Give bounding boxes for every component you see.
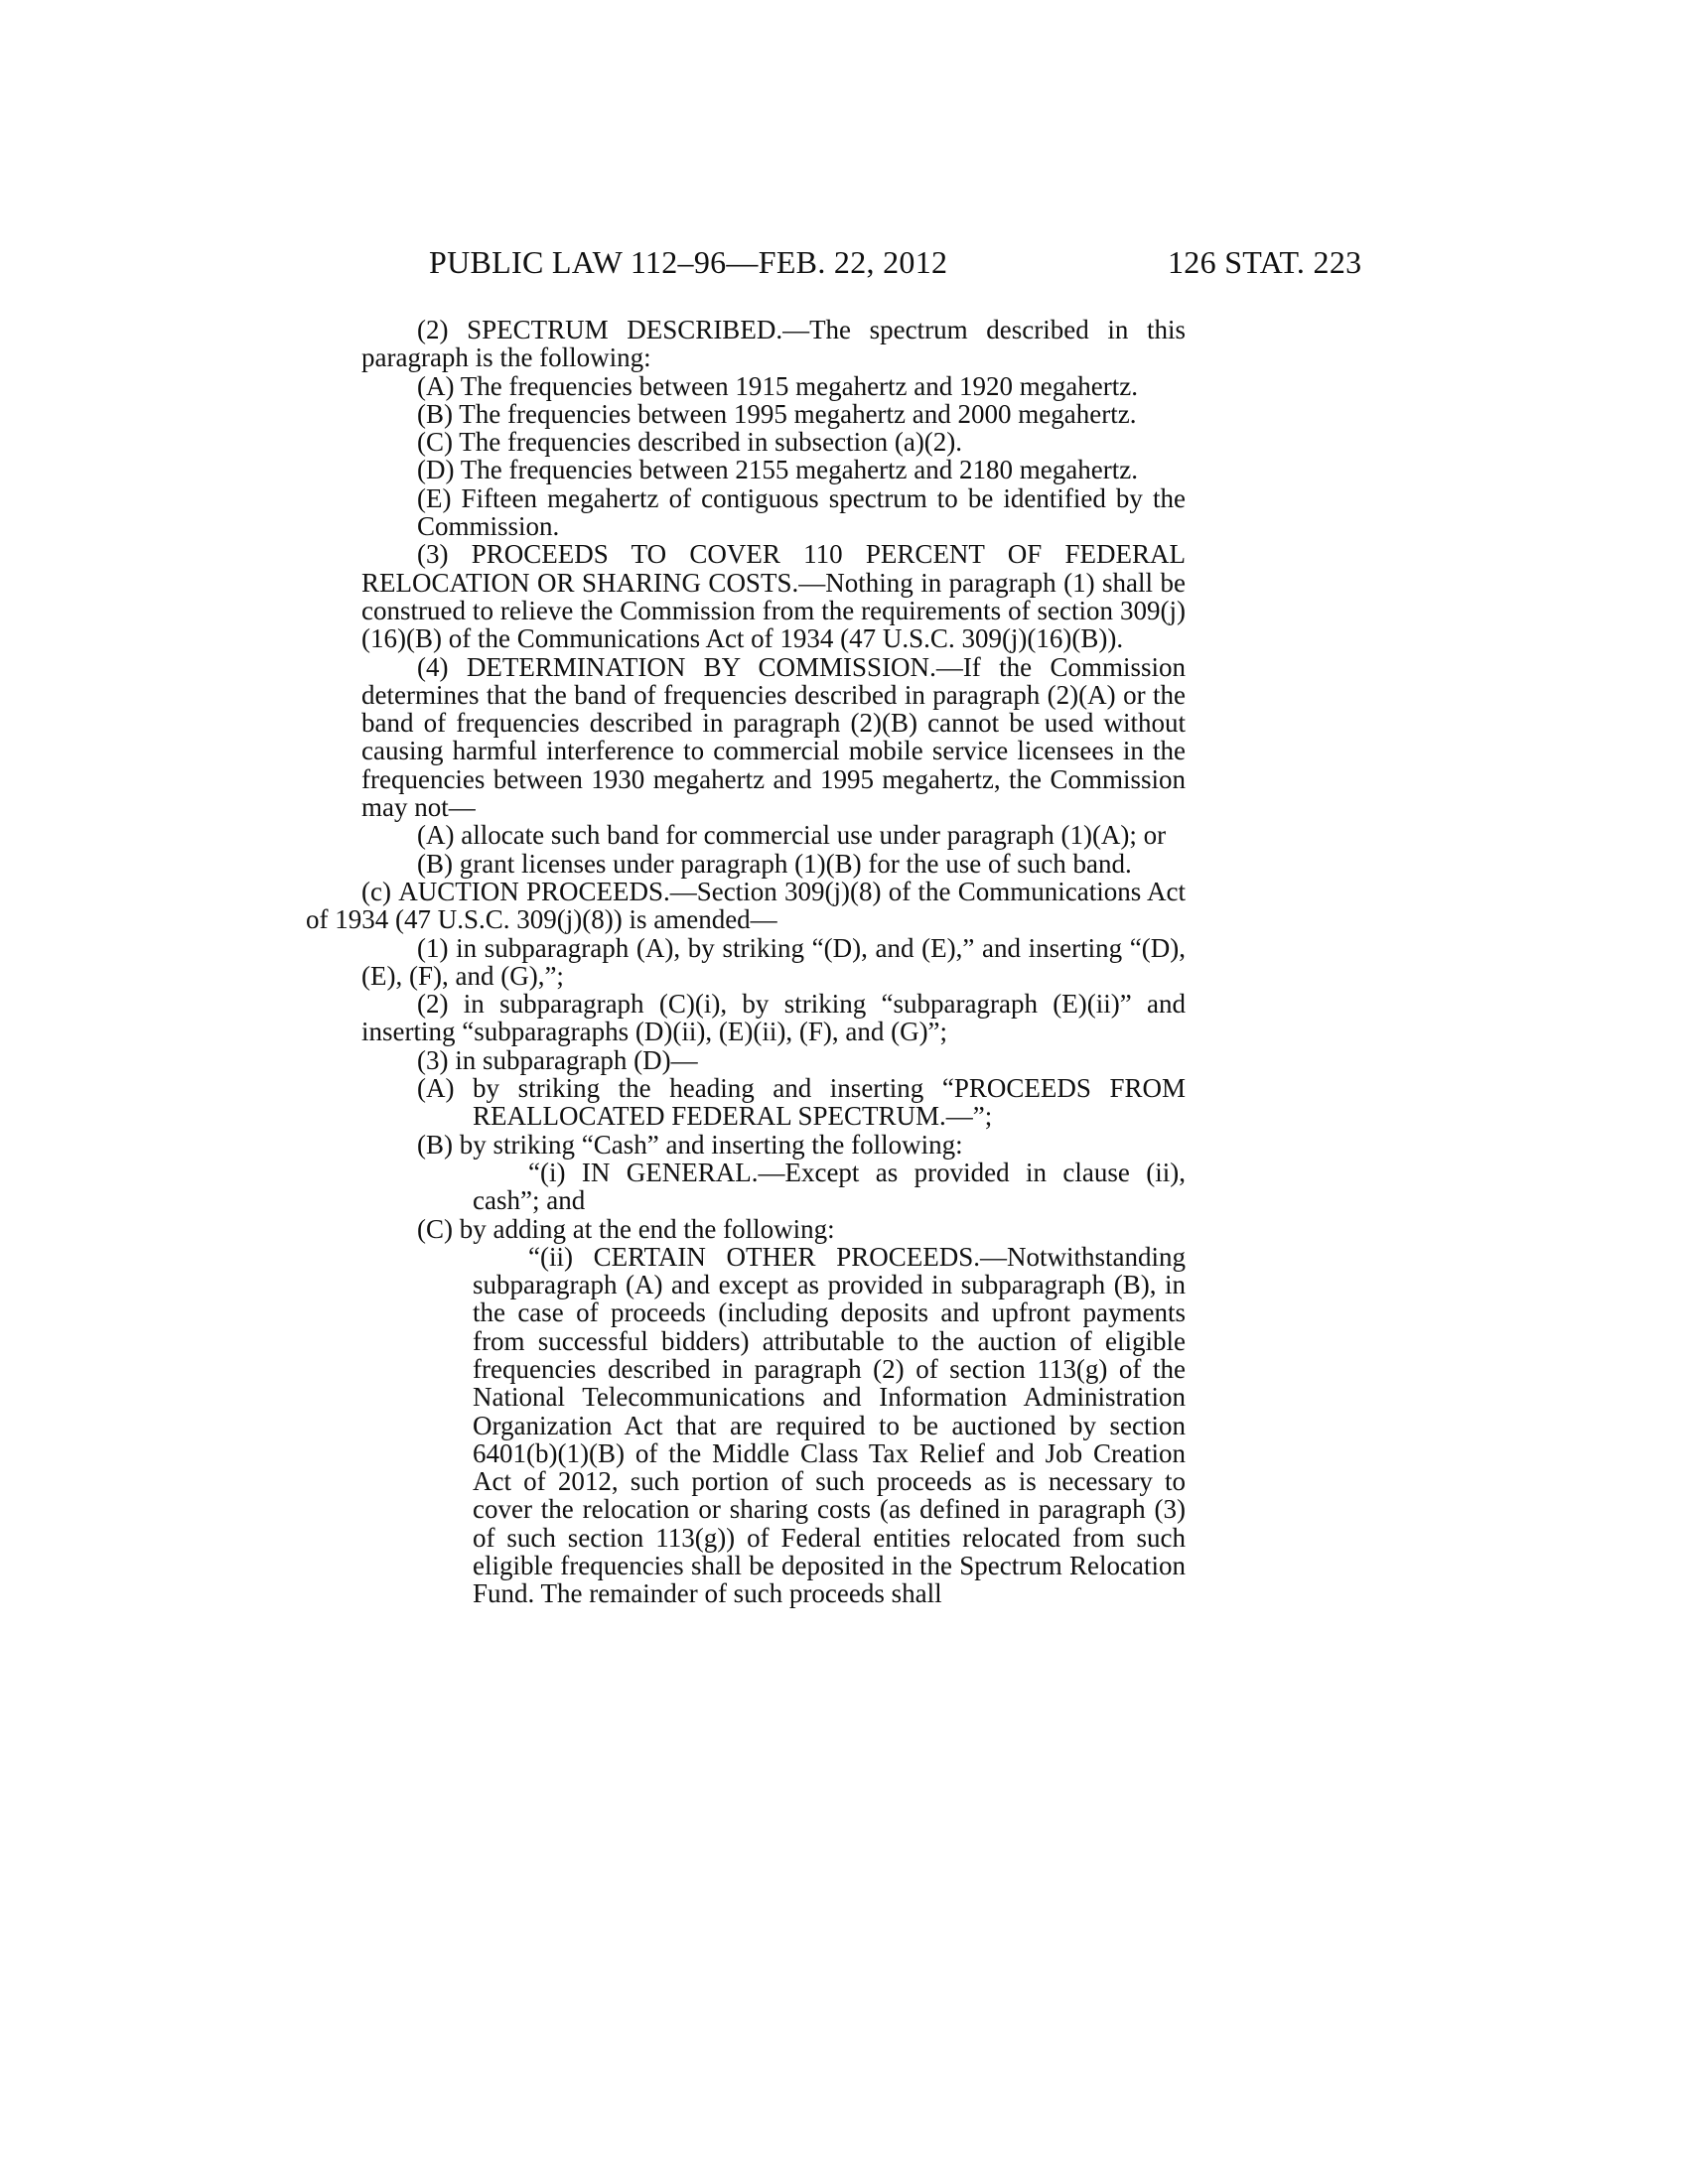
subparagraph-e: (E) Fifteen megahertz of contiguous spectrum to be identified by the Commission. <box>417 482 1186 542</box>
header-stat-page: 126 STAT. 223 <box>1168 244 1362 280</box>
inserted-clause-i: “(i) IN GENERAL.—Except as provided in clause (ii), cash”; and <box>473 1157 1186 1216</box>
subparagraph-4a: (A) allocate such band for commercial use under paragraph (1)(A); or <box>417 820 1167 851</box>
paragraph-heading: SPECTRUM DESCRIBED <box>467 315 776 344</box>
subparagraph-c: (C) The frequencies described in subsection (a)(2). <box>417 427 963 458</box>
header-title: PUBLIC LAW 112–96—FEB. 22, 2012 <box>429 244 948 280</box>
paragraph-heading: IN GENERAL <box>581 1157 752 1187</box>
amendment-1: (1) in subparagraph (A), by striking “(D), and (E),” and inserting “(D), (E), (F), and (G),”; <box>361 932 1186 991</box>
amendment-2: (2) in subparagraph (C)(i), by striking “subparagraph (E)(ii)” and inserting “subparagraphs (D)(ii), (E)(ii), (F), and (G)”; <box>361 989 1186 1047</box>
amendment-3c: (C) by adding at the end the following: <box>417 1213 835 1244</box>
amendment-3b: (B) by striking “Cash” and inserting the following: <box>417 1129 963 1160</box>
subparagraph-d: (D) The frequencies between 2155 megahertz and 2180 megahertz. <box>417 455 1138 485</box>
subsection-c-auction-proceeds: (c) AUCTION PROCEEDS.—Section 309(j)(8) of the Communications Act of 1934 (47 U.S.C. 309(j)(8)) is amended— <box>306 876 1186 935</box>
subparagraph-4b: (B) grant licenses under paragraph (1)(B) for the use of such band. <box>417 848 1132 879</box>
document-body <box>306 315 1187 1609</box>
subparagraph-b: (B) The frequencies between 1995 megahertz and 2000 megahertz. <box>417 398 1137 429</box>
paragraph-heading: AUCTION PROCEEDS <box>398 876 664 906</box>
paragraph-4-determination: (4) DETERMINATION BY COMMISSION.—If the Commission determines that the band of frequencies described in paragraph (2)(A) or the band of frequencies described in paragraph (2)(B) cannot be used without causing harmful interference to commercial mobile service licensees in the frequencies between 1930 megahertz and 1995 megahertz, the Commission may not— <box>361 651 1187 823</box>
amendment-3: (3) in subparagraph (D)— <box>417 1044 698 1075</box>
inserted-clause-ii: “(ii) CERTAIN OTHER PROCEEDS.—Notwithstanding subparagraph (A) and except as provided in subparagraph (B), in the case of proceeds (including deposits and upfront payments from successful bidders) attributable to the auction of eligible frequencies described in paragraph (2) of section 113(g) of the National Telecommunications and Information Administration Organization Act that are required to be auctioned by section 6401(b)(1)(B) of the Middle Class Tax Relief and Job Creation Act of 2012, such portion of such proceeds as is necessary to cover the relocation or sharing costs (as defined in paragraph (3) of such section 113(g)) of Federal entities relocated from such eligible frequencies shall be deposited in the Spectrum Relocation Fund. The remainder of such proceeds shall <box>473 1241 1186 1609</box>
paragraph-2-spectrum-described: (2) SPECTRUM DESCRIBED.—The spectrum described in this paragraph is the following: <box>361 315 1186 373</box>
subparagraph-a: (A) The frequencies between 1915 megahertz and 1920 megahertz. <box>417 370 1138 401</box>
paragraph-3-proceeds: (3) PROCEEDS TO COVER 110 PERCENT OF FEDERAL RELOCATION OR SHARING COSTS.—Nothing in paragraph (1) shall be construed to relieve the Commission from the requirements of section 309(j)(16)(B) of the Communications Act of 1934 (47 U.S.C. 309(j)(16)(B)). <box>361 539 1187 654</box>
running-header <box>0 244 1688 284</box>
amendment-3a: (A) by striking the heading and inserting “PROCEEDS FROM REALLOCATED FEDERAL SPECTRUM.—”; <box>417 1073 1186 1132</box>
paragraph-heading: DETERMINATION BY COMMISSION <box>466 651 930 682</box>
paragraph-heading: PROCEEDS FROM REALLOCATED FEDERAL SPECTRUM <box>473 1073 1186 1132</box>
paragraph-heading: PROCEEDS TO COVER 110 PERCENT OF FEDERAL RELOCATION OR SHARING COSTS <box>361 539 1187 598</box>
paragraph-heading: CERTAIN OTHER PROCEEDS <box>593 1241 974 1272</box>
